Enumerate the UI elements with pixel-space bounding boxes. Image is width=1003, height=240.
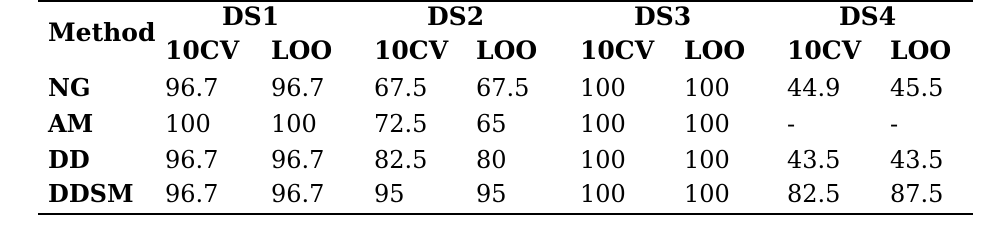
cell-ng-ds1-10cv: 96.7: [165, 74, 219, 102]
cell-dd-ds3-10cv: 100: [580, 146, 626, 174]
cell-ng-ds3-10cv: 100: [580, 74, 626, 102]
subheader-ds4-10cv: 10CV: [787, 36, 862, 65]
cell-dd-ds4-loo: 43.5: [890, 146, 944, 174]
subheader-ds3-10cv: 10CV: [580, 36, 655, 65]
subheader-ds2-10cv: 10CV: [374, 36, 449, 65]
cell-dd-ds1-10cv: 96.7: [165, 146, 219, 174]
table-top-rule: [38, 0, 973, 2]
cell-ddsm-ds2-10cv: 95: [374, 180, 405, 208]
cell-ng-ds3-loo: 100: [684, 74, 730, 102]
subheader-ds1-loo: LOO: [271, 36, 333, 65]
cell-ng-ds2-loo: 67.5: [476, 74, 530, 102]
cell-am-ds3-10cv: 100: [580, 110, 626, 138]
cell-am-ds2-10cv: 72.5: [374, 110, 428, 138]
subheader-ds4-loo: LOO: [890, 36, 952, 65]
table-bottom-rule: [38, 213, 973, 215]
dataset-header-ds2: DS2: [427, 2, 485, 31]
cell-ddsm-ds3-10cv: 100: [580, 180, 626, 208]
method-column-header: Method: [48, 18, 156, 47]
cell-dd-ds1-loo: 96.7: [271, 146, 325, 174]
subheader-ds1-10cv: 10CV: [165, 36, 240, 65]
cell-ng-ds4-10cv: 44.9: [787, 74, 841, 102]
cell-ddsm-ds2-loo: 95: [476, 180, 507, 208]
cell-ng-ds1-loo: 96.7: [271, 74, 325, 102]
cell-ddsm-ds4-10cv: 82.5: [787, 180, 841, 208]
cell-am-ds4-10cv: -: [787, 110, 796, 138]
cell-ng-ds2-10cv: 67.5: [374, 74, 428, 102]
subheader-ds3-loo: LOO: [684, 36, 746, 65]
cell-ddsm-ds1-10cv: 96.7: [165, 180, 219, 208]
row-method-am: AM: [48, 109, 94, 138]
dataset-header-ds1: DS1: [222, 2, 280, 31]
dataset-header-ds4: DS4: [839, 2, 897, 31]
cell-am-ds1-loo: 100: [271, 110, 317, 138]
cell-am-ds1-10cv: 100: [165, 110, 211, 138]
dataset-header-ds3: DS3: [634, 2, 692, 31]
cell-dd-ds3-loo: 100: [684, 146, 730, 174]
cell-dd-ds4-10cv: 43.5: [787, 146, 841, 174]
subheader-ds2-loo: LOO: [476, 36, 538, 65]
cell-ddsm-ds1-loo: 96.7: [271, 180, 325, 208]
cell-am-ds4-loo: -: [890, 110, 899, 138]
cell-ng-ds4-loo: 45.5: [890, 74, 944, 102]
cell-dd-ds2-loo: 80: [476, 146, 507, 174]
row-method-ng: NG: [48, 73, 91, 102]
row-method-ddsm: DDSM: [48, 179, 134, 208]
cell-am-ds3-loo: 100: [684, 110, 730, 138]
cell-dd-ds2-10cv: 82.5: [374, 146, 428, 174]
row-method-dd: DD: [48, 145, 90, 174]
cell-ddsm-ds4-loo: 87.5: [890, 180, 944, 208]
cell-ddsm-ds3-loo: 100: [684, 180, 730, 208]
cell-am-ds2-loo: 65: [476, 110, 507, 138]
